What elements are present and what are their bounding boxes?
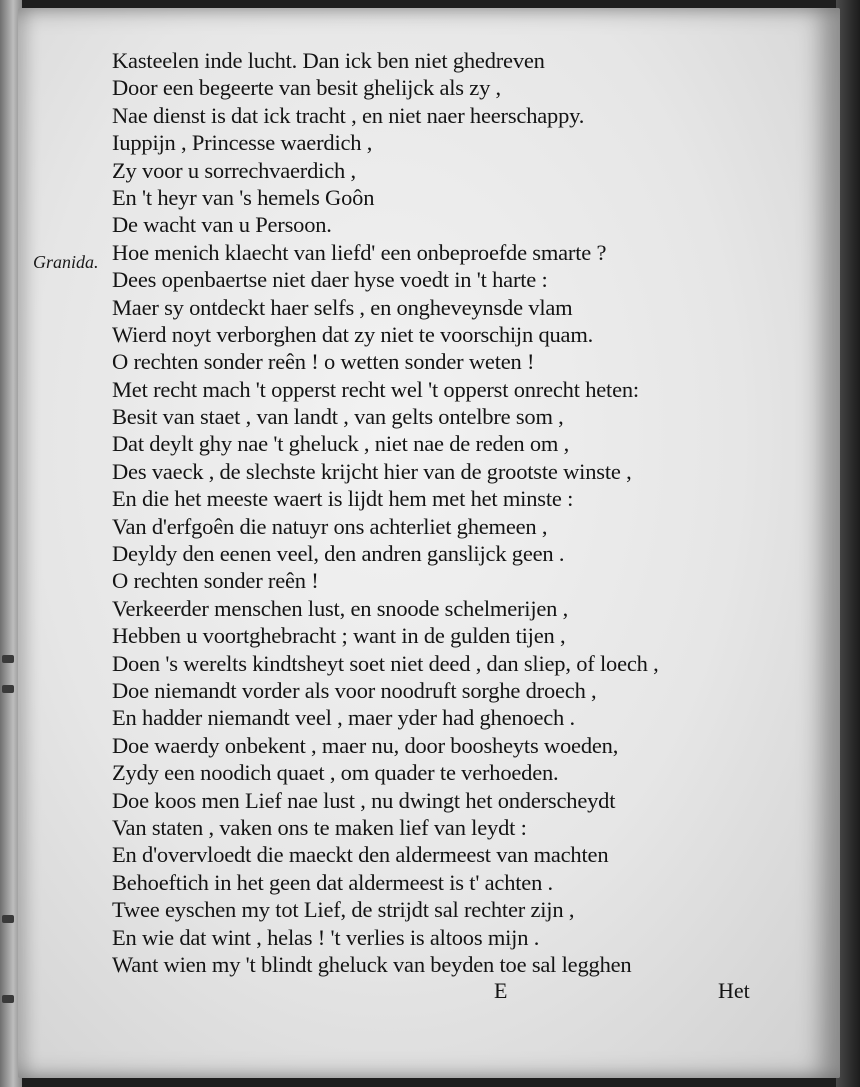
verse-line: Doe niemandt vorder als voor noodruft sorghe droech , xyxy=(112,677,597,703)
verse-line: O rechten sonder reên ! xyxy=(112,568,319,594)
verse-line: O rechten sonder reên ! o wetten sonder weten ! xyxy=(112,349,535,375)
verse-line: Iuppijn , Princesse waerdich , xyxy=(112,130,373,156)
verse-line: En die het meeste waert is lijdt hem met het minste : xyxy=(112,486,574,512)
speaker-name: Granida. xyxy=(33,252,99,272)
verse-line: Behoeftich in het geen dat aldermeest is t' achten . xyxy=(112,869,553,895)
verse-line: Doe waerdy onbekent , maer nu, door boosheyts woeden, xyxy=(112,732,619,758)
verse-line: Kasteelen inde lucht. Dan ick ben niet ghedreven xyxy=(112,48,545,73)
edge-fragment xyxy=(2,915,14,923)
verse-line: Zydy een noodich quaet , om quader te verhoeden. xyxy=(112,760,559,786)
verse-line: Dat deylt ghy nae 't gheluck , niet nae de reden om , xyxy=(112,431,570,457)
verse-line: Twee eyschen my tot Lief, de strijdt sal rechter zijn , xyxy=(112,897,575,923)
verse-line: Doe koos men Lief nae lust , nu dwingt het onderscheydt xyxy=(112,787,616,813)
verse-line: Zy voor u sorrechvaerdich , xyxy=(112,157,356,183)
verse-line: De wacht van u Persoon. xyxy=(112,212,332,238)
verse-line: Want wien my 't blindt gheluck van beyden toe sal legghen xyxy=(112,951,632,977)
verse-line: Met recht mach 't opperst recht wel 't opperst onrecht heten: xyxy=(112,376,639,402)
verse-line: Besit van staet , van landt , van gelts ontelbre som , xyxy=(112,404,564,430)
verse-block xyxy=(112,47,792,978)
verse-line: En wie dat wint , helas ! 't verlies is altoos mijn . xyxy=(112,924,540,950)
verse-line: Van staten , vaken ons te maken lief van leydt : xyxy=(112,814,527,840)
verse-line: En hadder niemandt veel , maer yder had ghenoech . xyxy=(112,705,575,731)
verse-line: En 't heyr van 's hemels Goôn xyxy=(112,184,375,210)
verse-line: Doen 's werelts kindtsheyt soet niet deed , dan sliep, of loech , xyxy=(112,650,659,676)
verse-line: Des vaeck , de slechste krijcht hier van de grootste winste , xyxy=(112,458,632,484)
signature-mark: E xyxy=(494,978,508,1003)
verse-line: Verkeerder menschen lust, en snoode schelmerijen , xyxy=(112,595,569,621)
verse-line: Wierd noyt verborghen dat zy niet te voorschijn quam. xyxy=(112,321,594,347)
edge-fragment xyxy=(2,995,14,1003)
verse-line: Deyldy den eenen veel, den andren ganslijck geen . xyxy=(112,541,565,567)
verse-line: En d'overvloedt die maeckt den aldermeest van machten xyxy=(112,842,609,868)
verse-line: Hebben u voortghebracht ; want in de gulden tijen , xyxy=(112,623,566,649)
verse-line: Hoe menich klaecht van liefd' een onbeproefde smarte ? xyxy=(112,239,607,265)
verse-line: Van d'erfgoên die natuyr ons achterliet ghemeen , xyxy=(112,513,548,539)
verse-line: Dees openbaertse niet daer hyse voedt in 't harte : xyxy=(112,267,548,293)
catchword: Het xyxy=(718,978,750,1003)
edge-fragment xyxy=(2,685,14,693)
verse-line: Nae dienst is dat ick tracht , en niet naer heerschappy. xyxy=(112,102,585,128)
edge-fragment xyxy=(2,655,14,663)
verse-line: Door een begeerte van besit ghelijck als zy , xyxy=(112,75,501,101)
verse-line: Maer sy ontdeckt haer selfs , en ongheveynsde vlam xyxy=(112,294,573,320)
